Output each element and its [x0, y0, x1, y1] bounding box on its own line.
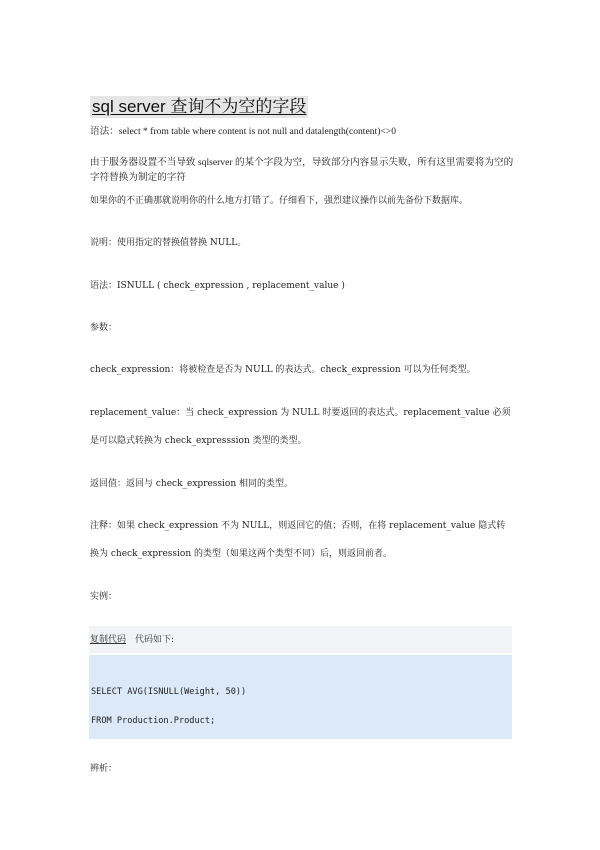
copy-code-bar — [89, 626, 512, 653]
return-value: 返回值：返回与 check_expression 相同的类型。 — [90, 479, 294, 489]
analysis-heading: 辨析： — [90, 764, 118, 774]
note-line-1: 注释：如果 check_expression 不为 NULL，则返回它的值；否则，在将 replacement_value 隐式转 — [90, 521, 506, 531]
intro-line-1: 由于服务器设置不当导致 sqlserver 的某个字段为空，导致部分内容显示失败，所有这里需要将为空的 — [90, 157, 514, 168]
params-heading: 参数： — [90, 323, 118, 333]
param-check: check_expression：将被检查是否为 NULL 的表达式。check_expression 可以为任何类型。 — [90, 365, 476, 375]
example-heading: 实例： — [90, 592, 118, 602]
syntax-isnull — [90, 280, 345, 292]
param-replacement-1: replacement_value：当 check_expression 为 NULL 时要返回的表达式。replacement_value 必须 — [90, 408, 511, 418]
copy-code-link[interactable]: 复制代码 — [90, 635, 127, 645]
syntax-main: 语法：select * from table where content is not null and datalength(content)<>0 — [90, 126, 397, 137]
param-replacement-2: 是可以隐式转换为 check_expresssion 类型的类型。 — [90, 436, 307, 446]
syntax-isnull-text: 语法：ISNULL ( check_expression , replacement_value ) — [90, 281, 345, 291]
code-line-2: FROM Production.Product; — [91, 716, 216, 726]
intro-line-3: 如果你的不正确那就说明你的什么地方打错了。仔细看下，强烈建议操作以前先备份下数据库。 — [90, 196, 469, 206]
intro-line-2: 字符替换为制定的字符 — [90, 172, 186, 183]
description: 说明：使用指定的替换值替换 NULL。 — [90, 238, 247, 248]
code-block — [89, 655, 512, 739]
note-line-2: 换为 check_expression 的类型（如果这两个类型不同）后，则返回前者。 — [90, 549, 393, 559]
page-title: sql server 查询不为空的字段 — [92, 97, 307, 116]
code-line-1: SELECT AVG(ISNULL(Weight, 50)) — [91, 687, 247, 697]
copy-code-label: 代码如下: — [135, 635, 175, 645]
